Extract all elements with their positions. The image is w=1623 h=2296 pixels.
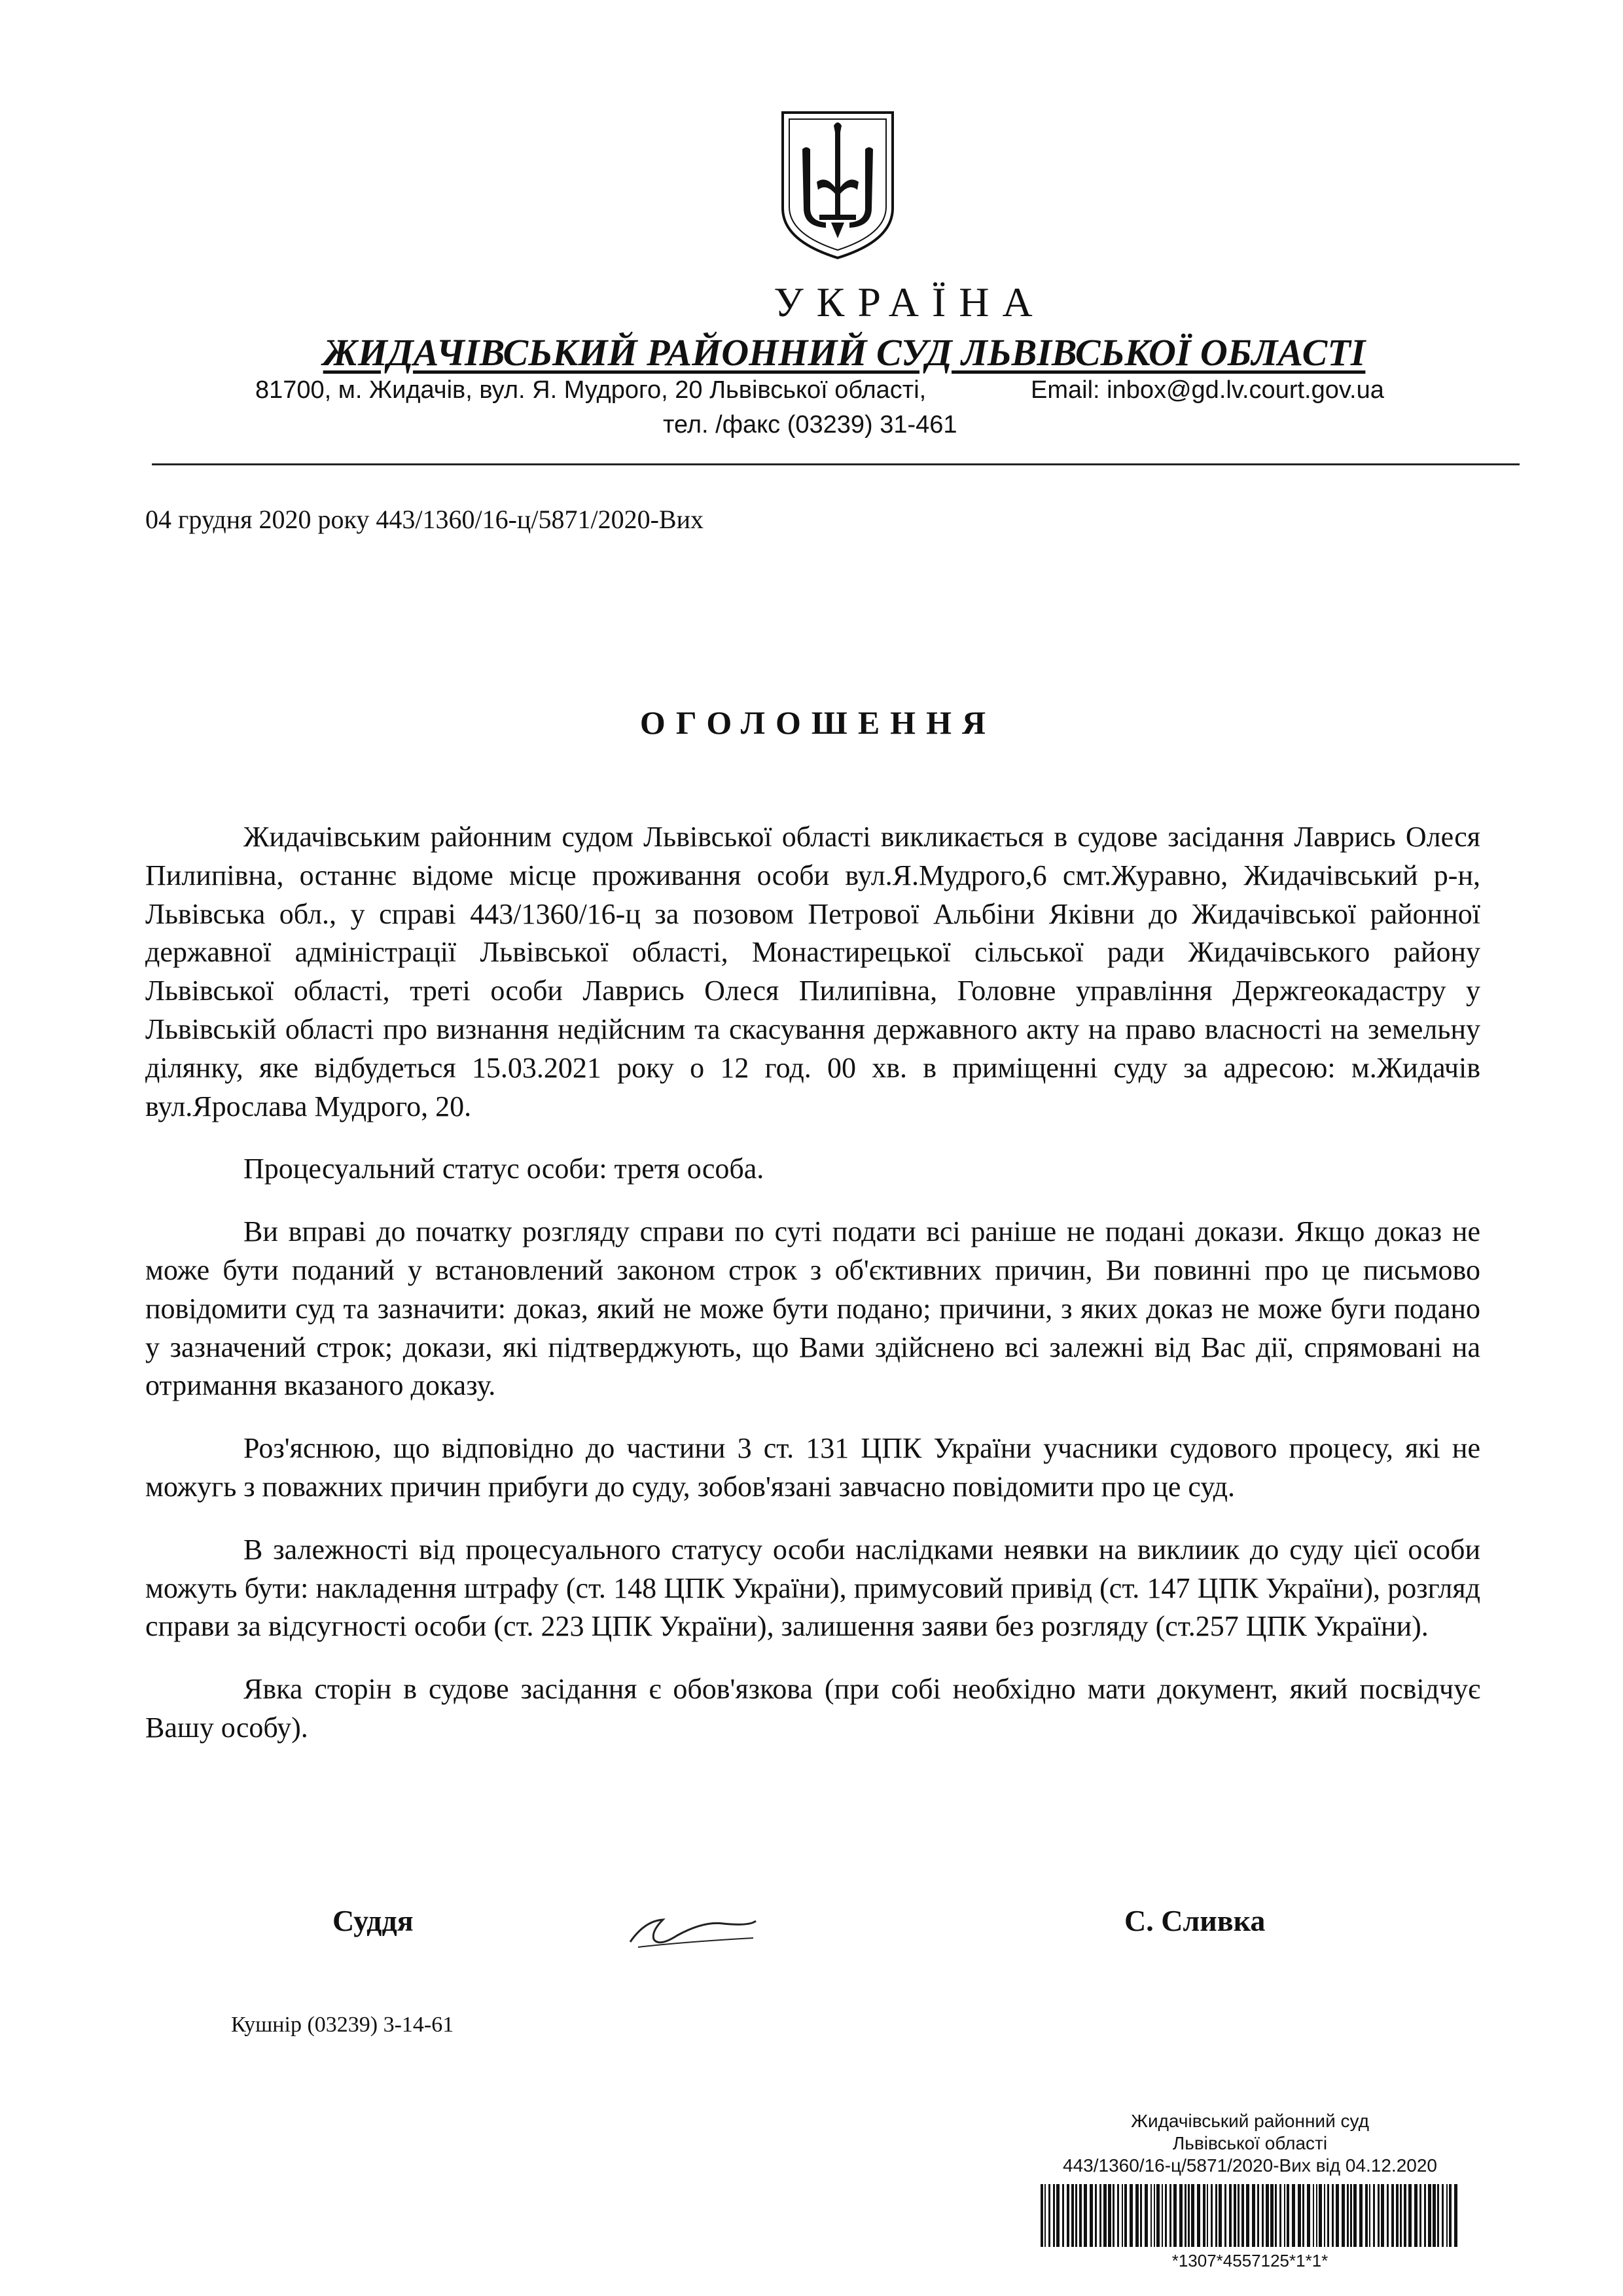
barcode-bar <box>1319 2184 1322 2247</box>
judge-label: Суддя <box>332 1904 414 1937</box>
barcode-bar <box>1207 2184 1208 2247</box>
barcode-bar <box>1327 2184 1329 2247</box>
barcode-bar <box>1396 2184 1399 2247</box>
barcode-bar <box>1336 2184 1339 2247</box>
barcode-bar <box>1446 2184 1448 2247</box>
barcode-bar <box>1359 2184 1363 2247</box>
court-name: ЖИДАЧІВСЬКИЙ РАЙОННИЙ СУД ЛЬВІВСЬКОЇ ОБЛАСТІ <box>323 331 1366 374</box>
barcode-bar <box>1241 2184 1244 2247</box>
barcode-bar <box>1108 2184 1111 2247</box>
paragraph-summons: Жидачівським районним судом Львівської області викликається в судове засідання Лаврись Олеся Пилипівна, останнє відоме місце проживання особи вул.Я.Мудрого,6 смт.Журавно, Жидачівський р-н, Львівська обл., у справі 443/1360/16-ц за позовом Петрової Альбіни Яківни до Жидачівської районної державної адміністрації Львівської області, Монастирецької сільської ради Жидачівського району Львівської області, треті особи Лаврись Олеся Пилипівна, Головне управління Держгеокадастру у Львівській області про визнання недійсним та скасування державного акту на право власності на земельну ділянку, яке відбудеться 15.03.2021 року о 12 год. 00 хв. в приміщенні суду за адресою: м.Жидачів вул.Ярослава Мудрого, 20. <box>145 821 1480 1122</box>
barcode-bar <box>1185 2184 1186 2247</box>
barcode-bar <box>1270 2184 1274 2247</box>
barcode-bar <box>1307 2184 1310 2247</box>
barcode-bar <box>1044 2184 1046 2247</box>
barcode-bar <box>1419 2184 1421 2247</box>
stamp-registration-number: 443/1360/16-ц/5871/2020-Вих від 04.12.2020 <box>1063 2155 1437 2176</box>
barcode-bar <box>1428 2184 1431 2247</box>
barcode-text: *1307*4557125*1*1* <box>1171 2251 1329 2270</box>
barcode-bar <box>1238 2184 1240 2247</box>
barcode-bar <box>1449 2184 1452 2247</box>
barcode-bar <box>1414 2184 1418 2247</box>
paragraph-consequences: В залежності від процесуального статусу особи наслідками неявки на виклиик до суду цієї особи можуть бути: накладення штрафу (ст. 148 ЦПК України), примусовий привід (ст. 147 ЦПК України), розгляд справи за відсугності особи (ст. 223 ЦПК України), залишення заяви без розгляду (ст.257 ЦПК України). <box>145 1533 1480 1643</box>
barcode-bar <box>1287 2184 1289 2247</box>
barcode-bar <box>1179 2184 1183 2247</box>
barcode-bar <box>1442 2184 1444 2247</box>
barcode-bar <box>1048 2184 1050 2247</box>
barcode-bar <box>1332 2184 1334 2247</box>
barcode-bar <box>1298 2184 1301 2247</box>
paragraph-status: Процесуальний статус особи: третя особа. <box>243 1153 764 1185</box>
barcode-bar <box>1400 2184 1402 2247</box>
barcode-bar <box>1122 2184 1123 2247</box>
barcode-bar <box>1203 2184 1205 2247</box>
barcode-bar <box>1454 2184 1457 2247</box>
barcode-bar <box>1284 2184 1285 2247</box>
barcode-bar <box>1219 2184 1222 2247</box>
coat-of-arms-emblem <box>780 110 895 260</box>
barcode-bar <box>1381 2184 1384 2247</box>
handwritten-signature <box>625 1901 762 1954</box>
stamp-region: Львівської області <box>1172 2133 1328 2153</box>
barcode-bar <box>1075 2184 1077 2247</box>
barcode-bar <box>1391 2184 1394 2247</box>
barcode-bar <box>1262 2184 1264 2247</box>
barcode-bar <box>1211 2184 1213 2247</box>
barcode-bar <box>1387 2184 1389 2247</box>
registration-stamp <box>1034 2111 1466 2273</box>
barcode-bar <box>1224 2184 1226 2247</box>
barcode-bar <box>1404 2184 1406 2247</box>
barcode-bar <box>1154 2184 1155 2247</box>
barcode-bar <box>1041 2184 1043 2247</box>
barcode-bar <box>1347 2184 1349 2247</box>
barcode-bar <box>1378 2184 1380 2247</box>
court-email: Email: inbox@gd.lv.court.gov.ua <box>1031 376 1384 404</box>
barcode-bar <box>1062 2184 1064 2247</box>
barcode-bar <box>1053 2184 1055 2247</box>
barcode-bar <box>1150 2184 1152 2247</box>
document-body <box>145 818 1480 1772</box>
barcode-bar <box>1162 2184 1163 2247</box>
barcode-bar <box>1246 2184 1249 2247</box>
barcode-bar <box>1408 2184 1412 2247</box>
barcode-bar <box>1437 2184 1439 2247</box>
paragraph-evidence: Ви вправі до початку розгляду справи по суті подати всі раніше не подані докази. Якщо доказ не може бути поданий у встановлений законом строк з об'єктивних причин, Ви повинні про це письмово повідомити суд та зазначити: доказ, який не може бути подано; причини, з яких доказ не може буги подано у зазначений строк; докази, які підтверджують, що Вами здійснено всі залежні від Вас дії, спрямовані на отримання вказаного доказу. <box>145 1215 1480 1402</box>
barcode-bar <box>1188 2184 1190 2247</box>
barcode-bar <box>1113 2184 1115 2247</box>
barcode-bar <box>1135 2184 1139 2247</box>
barcode-bar <box>1169 2184 1171 2247</box>
barcode-bar <box>1099 2184 1101 2247</box>
barcode-bar <box>1124 2184 1127 2247</box>
barcode-bar <box>1424 2184 1426 2247</box>
document-title: ОГОЛОШЕННЯ <box>639 704 997 741</box>
barcode-bar <box>1079 2184 1082 2247</box>
barcode-bar <box>1130 2184 1133 2247</box>
barcode-bar <box>1433 2184 1436 2247</box>
executor-contact: Кушнір (03239) 3-14-61 <box>231 2013 454 2037</box>
barcode <box>1041 2184 1459 2247</box>
judge-name: С. Сливка <box>1124 1904 1266 1937</box>
barcode-bar <box>1095 2184 1097 2247</box>
barcode-bar <box>1342 2184 1345 2247</box>
barcode-bar <box>1090 2184 1093 2247</box>
barcode-bar <box>1373 2184 1375 2247</box>
header-divider <box>152 463 1520 465</box>
barcode-bar <box>1353 2184 1357 2247</box>
barcode-bar <box>1165 2184 1167 2247</box>
barcode-bar <box>1350 2184 1352 2247</box>
barcode-bar <box>1056 2184 1060 2247</box>
barcode-bar <box>1313 2184 1314 2247</box>
barcode-bar <box>1234 2184 1236 2247</box>
barcode-bar <box>1156 2184 1160 2247</box>
barcode-bar <box>1324 2184 1325 2247</box>
barcode-bar <box>1173 2184 1177 2247</box>
barcode-bar <box>1140 2184 1142 2247</box>
country-name: УКРАЇНА <box>774 279 1046 325</box>
barcode-bar <box>1292 2184 1295 2247</box>
barcode-bar <box>1257 2184 1259 2247</box>
stamp-court-name: Жидачівський районний суд <box>1131 2111 1369 2131</box>
barcode-bar <box>1302 2184 1304 2247</box>
barcode-bar <box>1145 2184 1148 2247</box>
barcode-bar <box>1266 2184 1269 2247</box>
barcode-bar <box>1084 2184 1087 2247</box>
barcode-bar <box>1316 2184 1317 2247</box>
barcode-bar <box>1279 2184 1281 2247</box>
barcode-bar <box>1103 2184 1107 2247</box>
barcode-bar <box>1067 2184 1069 2247</box>
paragraph-attendance: Явка сторін в судове засідання є обов'язкова (при собі необхідно мати документ, який посвідчує Вашу особу). <box>145 1673 1480 1744</box>
document-reference: 04 грудня 2020 року 443/1360/16-ц/5871/2020-Вих <box>145 505 704 534</box>
barcode-bar <box>1071 2184 1074 2247</box>
barcode-bar <box>1191 2184 1194 2247</box>
barcode-bar <box>1215 2184 1217 2247</box>
court-phone: тел. /факс (03239) 31-461 <box>663 411 957 439</box>
barcode-bar <box>1275 2184 1277 2247</box>
barcode-bar <box>1252 2184 1255 2247</box>
barcode-bar <box>1365 2184 1368 2247</box>
barcode-bar <box>1229 2184 1232 2247</box>
barcode-bar <box>1197 2184 1200 2247</box>
paragraph-explanation: Роз'яснюю, що відповідно до частини 3 ст. 131 ЦПК України учасники судового процесу, які не можугь з поважних причин прибуги до суду, зобов'язані завчасно повідомити про це суд. <box>145 1432 1480 1503</box>
court-address: 81700, м. Жидачів, вул. Я. Мудрого, 20 Львівської області, <box>255 376 927 404</box>
barcode-bar <box>1117 2184 1119 2247</box>
barcode-bar <box>1369 2184 1370 2247</box>
